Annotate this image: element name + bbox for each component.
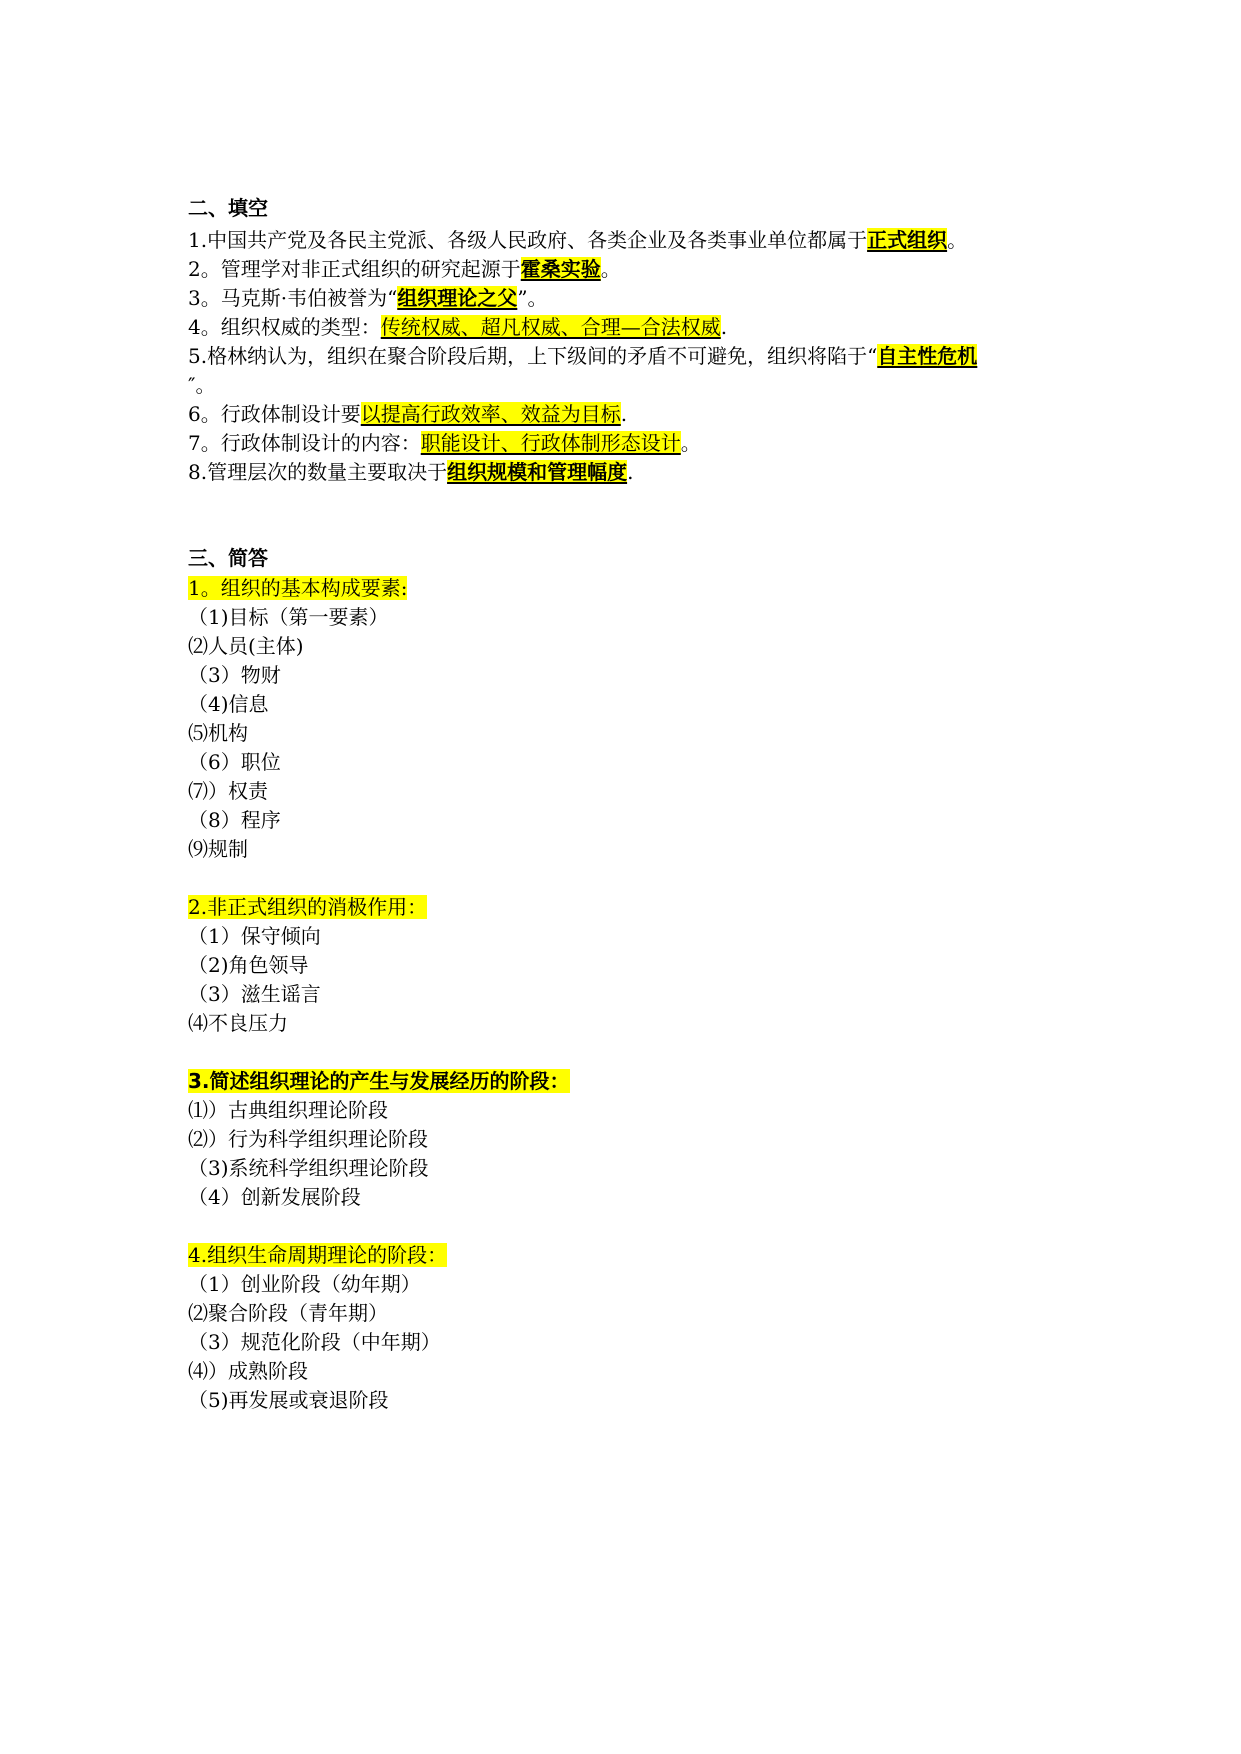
fill-item-text: 2。管理学对非正式组织的研究起源于 — [188, 257, 521, 281]
fill-item-8 — [188, 456, 633, 488]
list-item: ⑼规制 — [188, 837, 248, 861]
list-item: ⑷）成熟阶段 — [188, 1359, 308, 1383]
fill-item-answer: 以提高行政效率、效益为目标 — [360, 402, 621, 426]
fill-item-answer: 职能设计、行政体制形态设计 — [420, 431, 681, 455]
fill-item-text: ”。 — [517, 286, 548, 310]
fill-item-1 — [188, 224, 967, 256]
list-item: （8）程序 — [188, 808, 281, 832]
fill-item-answer: 自主性危机 — [877, 344, 978, 368]
list-item: （1）创业阶段（幼年期） — [188, 1272, 421, 1296]
list-item: （6）职位 — [188, 750, 281, 774]
list-item: （4）创新发展阶段 — [188, 1185, 361, 1209]
fill-item-2 — [188, 253, 621, 285]
fill-item-text: ″。 — [188, 373, 216, 397]
question-title-text: 2.非正式组织的消极作用： — [188, 895, 428, 919]
fill-item-text: 。 — [947, 228, 968, 252]
list-item: ⑸机构 — [188, 721, 248, 745]
list-item: （1）保守倾向 — [188, 924, 321, 948]
list-item: （4)信息 — [188, 692, 269, 716]
question-title-text: 1。组织的基本构成要素: — [188, 576, 408, 600]
list-item: ⑺）权责 — [188, 779, 268, 803]
fill-item-text: 4。组织权威的类型： — [188, 315, 381, 339]
fill-item-answer: 传统权威、超凡权威、合理—合法权威 — [380, 315, 721, 339]
fill-item-text: 。 — [600, 257, 621, 281]
list-item: ⑴）古典组织理论阶段 — [188, 1098, 388, 1122]
section-heading-fill: 二、填空 — [188, 196, 268, 220]
fill-item-6 — [188, 398, 627, 430]
question-title-text: 3.简述组织理论的产生与发展经历的阶段： — [188, 1069, 570, 1093]
fill-item-text: 3。马克斯·韦伯被誉为“ — [188, 286, 398, 310]
fill-item-text: 7。行政体制设计的内容： — [188, 431, 421, 455]
fill-item-answer: 霍桑实验 — [520, 257, 601, 281]
fill-item-text: 1.中国共产党及各民主党派、各级人民政府、各类企业及各类事业单位都属于 — [188, 228, 868, 252]
fill-item-answer: 正式组织 — [867, 228, 948, 252]
question-title-text: 4.组织生命周期理论的阶段： — [188, 1243, 448, 1267]
fill-item-4 — [188, 311, 727, 343]
fill-item-5-continuation — [188, 369, 215, 401]
fill-item-text: 。 — [680, 431, 701, 455]
list-item: ⑵聚合阶段（青年期） — [188, 1301, 388, 1325]
list-item: （5)再发展或衰退阶段 — [188, 1388, 389, 1412]
fill-item-answer: 组织规模和管理幅度 — [447, 460, 628, 484]
list-item: （3)系统科学组织理论阶段 — [188, 1156, 429, 1180]
fill-item-text: . — [620, 402, 628, 426]
question-1-title — [188, 572, 407, 604]
question-4-title — [188, 1239, 447, 1271]
section-heading-short: 三、简答 — [188, 546, 268, 570]
fill-item-text: 5.格林纳认为，组织在聚合阶段后期，上下级间的矛盾不可避免，组织将陷于“ — [188, 344, 878, 368]
list-item: ⑵人员(主体) — [188, 634, 304, 658]
list-item: （2)角色领导 — [188, 953, 309, 977]
list-item: （1)目标（第一要素） — [188, 605, 389, 629]
fill-item-text: . — [627, 460, 634, 484]
list-item: （3）滋生谣言 — [188, 982, 321, 1006]
list-item: （3）规范化阶段（中年期） — [188, 1330, 441, 1354]
question-3-title — [188, 1065, 570, 1097]
fill-item-3 — [188, 282, 548, 314]
fill-item-7 — [188, 427, 701, 459]
fill-item-text: 6。行政体制设计要 — [188, 402, 361, 426]
fill-item-text: . — [720, 315, 728, 339]
fill-item-5 — [188, 340, 977, 372]
list-item: ⑷不良压力 — [188, 1011, 288, 1035]
question-2-title — [188, 891, 427, 923]
list-item: （3）物财 — [188, 663, 281, 687]
fill-item-answer: 组织理论之父 — [397, 286, 518, 310]
fill-item-text: 8.管理层次的数量主要取决于 — [188, 460, 448, 484]
list-item: ⑵）行为科学组织理论阶段 — [188, 1127, 428, 1151]
